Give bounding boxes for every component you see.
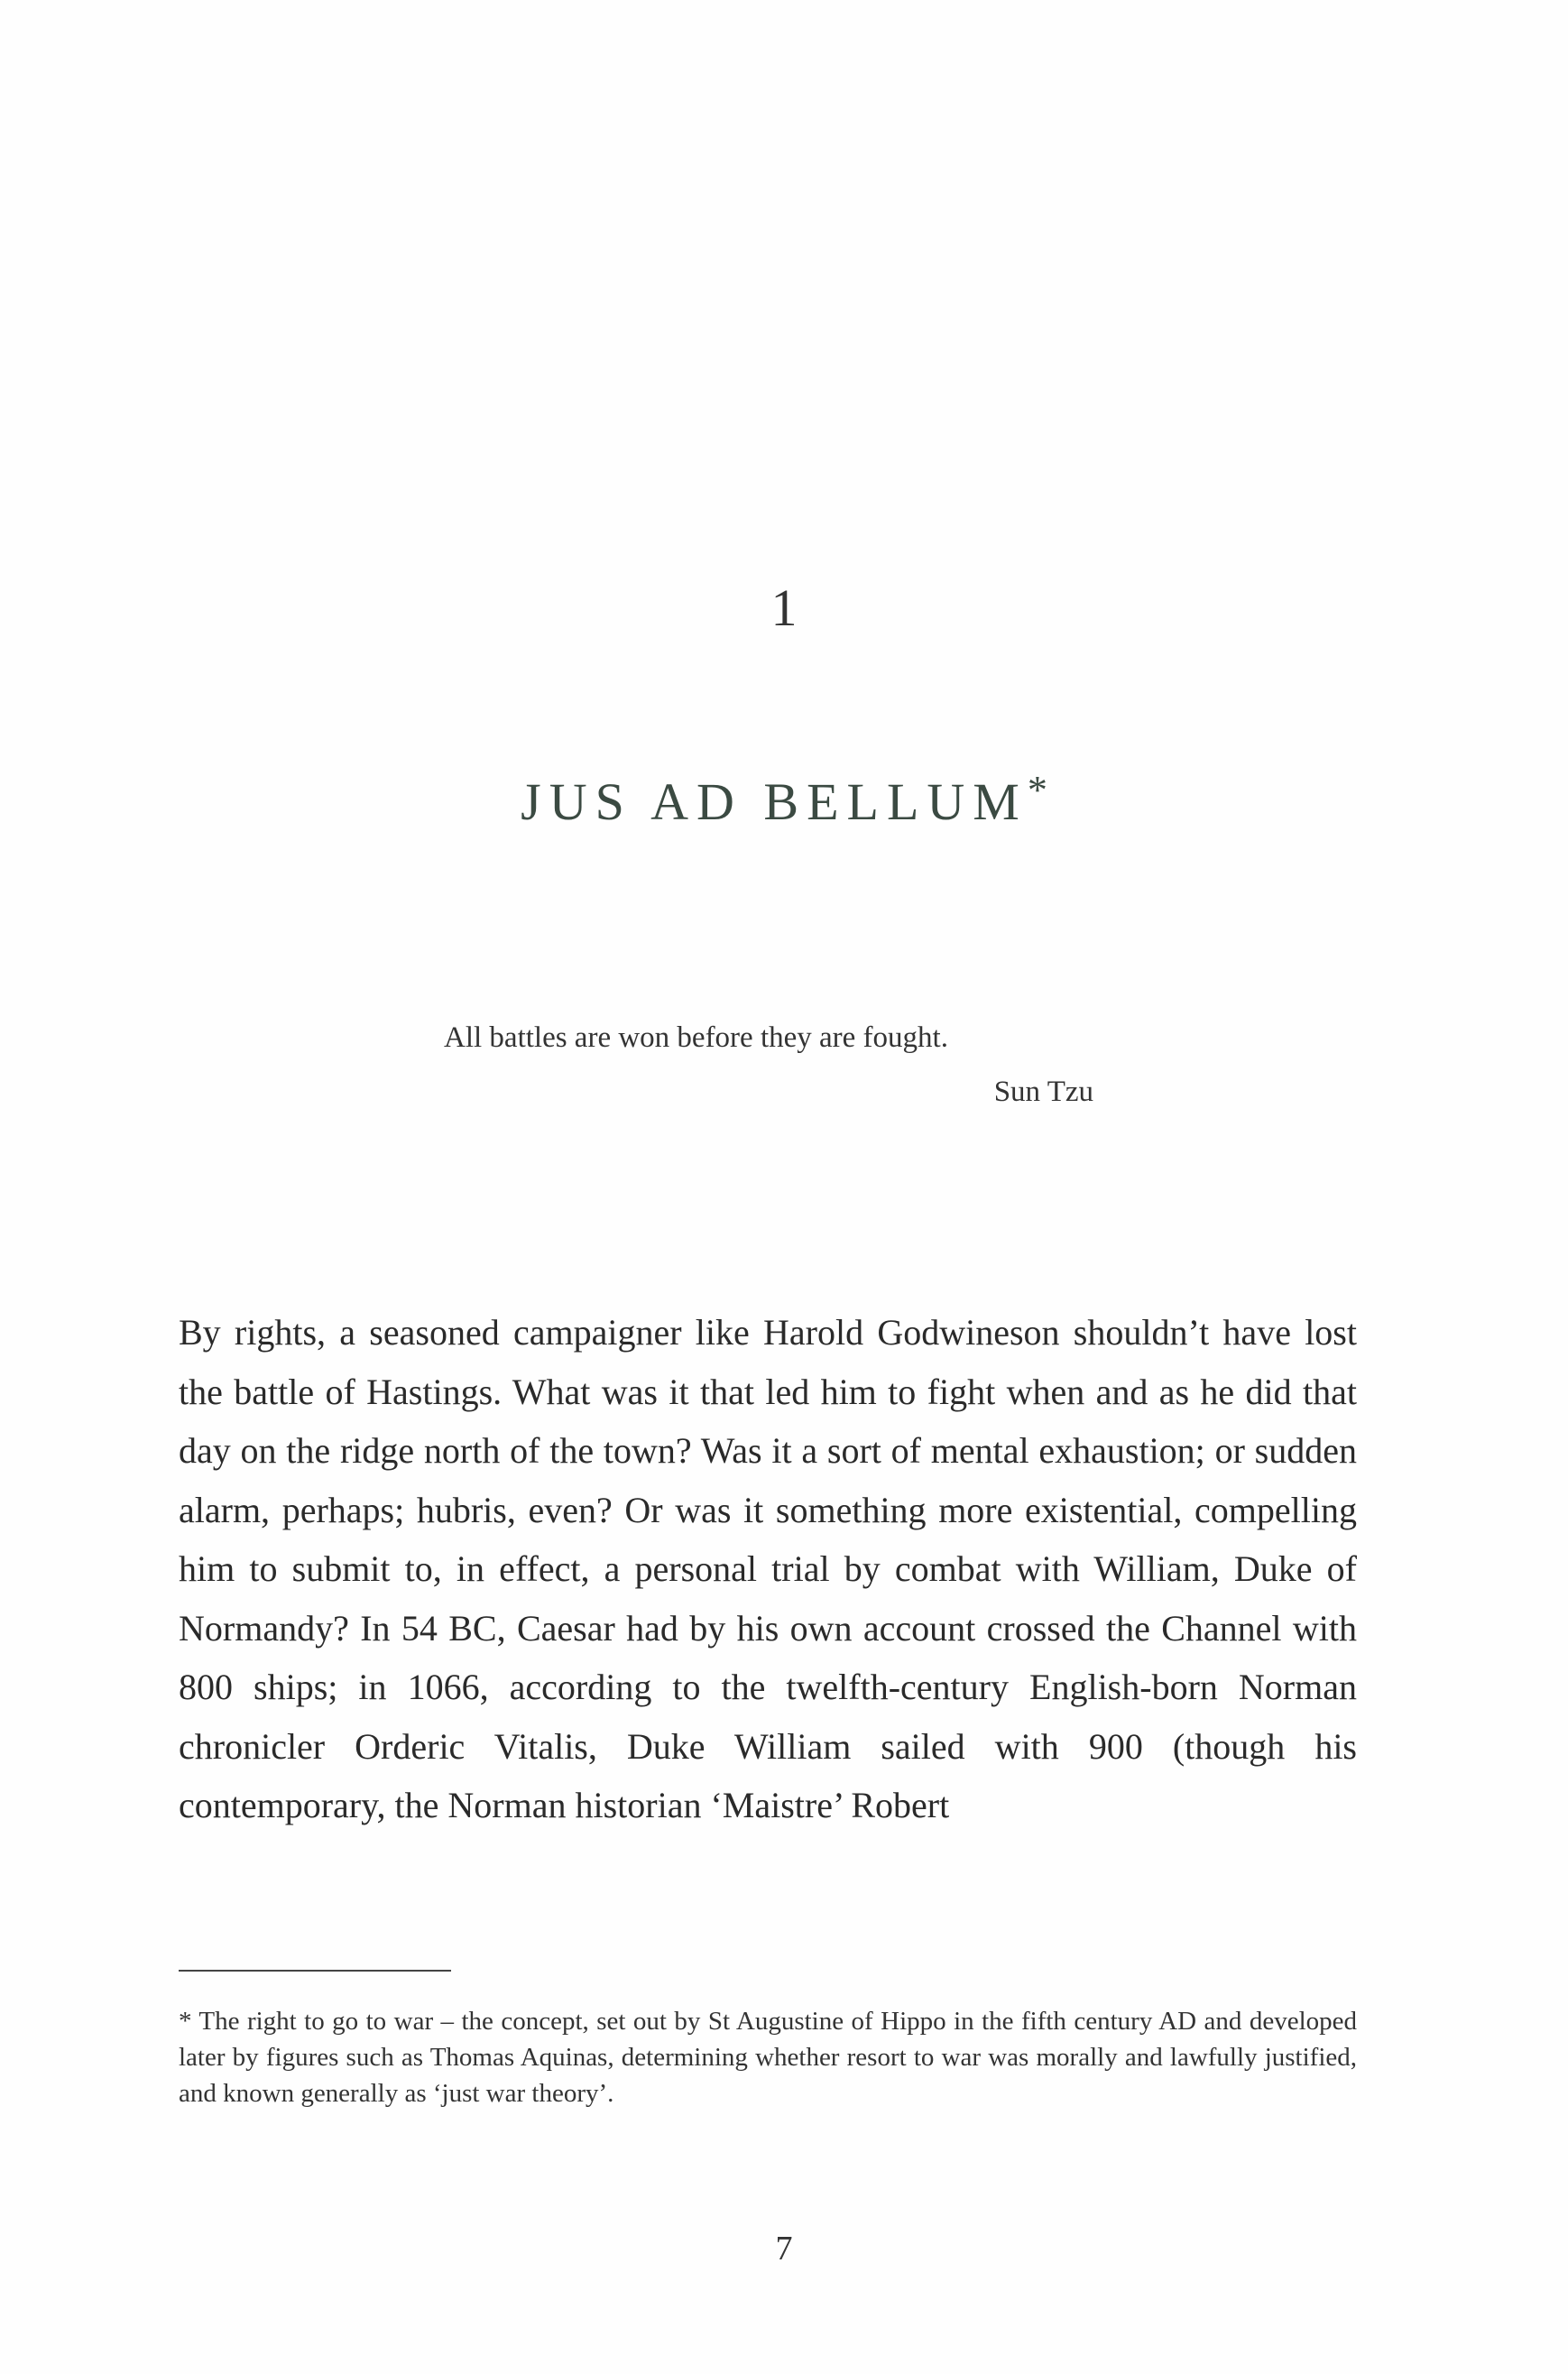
epigraph-author: Sun Tzu: [993, 1076, 1093, 1108]
footnote: * The right to go to war – the concept, set out by St Augustine of Hippo in the fifth century AD and developed later by figures such as Thomas Aquinas, determining whether resort to war was morally and lawfully justified, and known generally as ‘just war theory’.: [179, 2007, 1357, 2108]
epigraph: [444, 1020, 1093, 1110]
epigraph-quote: All battles are won before they are fought.: [444, 1021, 948, 1054]
body-paragraph: By rights, a seasoned campaigner like Harold Godwineson shouldn’t have lost the battle of Hastings. What was it that led him to fight when and as he did that day on the ridge north of the town? Was it a sort of mental exhaustion; or sudden alarm, perhaps; hubris, even? Or was it something more existential, compelling him to submit to, in effect, a personal trial by combat with William, Duke of Normandy? In 54 BC, Caesar had by his own account crossed the Channel with 800 ships; in 1066, according to the twelfth-century English-born Norman chronicler Orderic Vitalis, Duke William sailed with 900 (though his contemporary, the Norman historian ‘Maistre’ Robert: [179, 1312, 1357, 1825]
footnote-marker: *: [1027, 768, 1047, 812]
chapter-title: [0, 767, 1568, 832]
page-number: 7: [775, 2230, 793, 2268]
chapter-number: 1: [770, 578, 798, 637]
chapter-title-text: JUS AD BELLUM: [521, 772, 1028, 831]
footnote-divider: [179, 1970, 451, 1972]
